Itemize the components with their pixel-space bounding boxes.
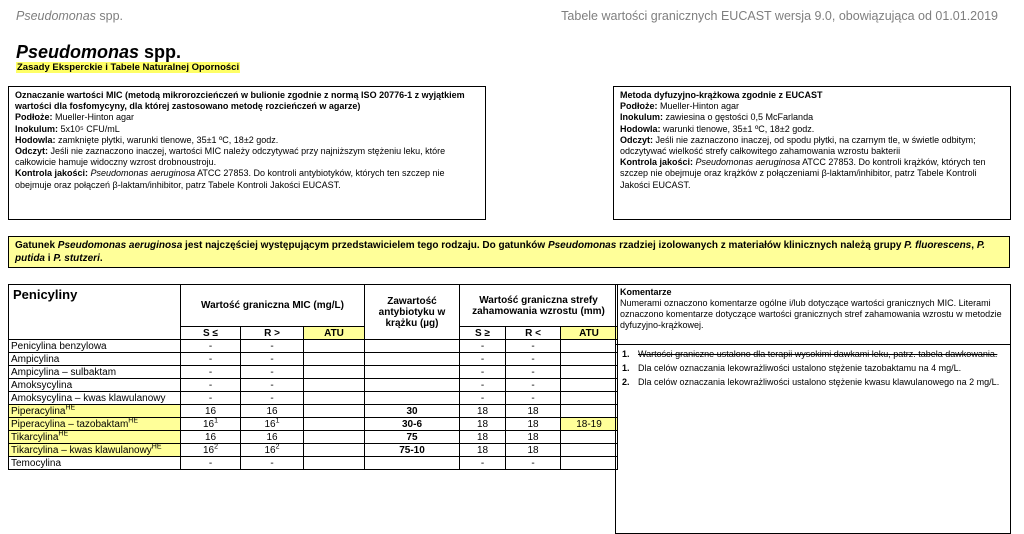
drug-name: Ampicylina	[9, 353, 181, 366]
mic-atu-value	[304, 457, 365, 470]
mic-heading: Oznaczanie wartości MIC (metodą mikrorozcieńczeń w bulionie zgodnie z normą ISO 20776-1 z wyjątkiem wartości dla fosfomycyny, dla której zastosowano metodę rozcieńczeń w agarze)	[15, 90, 465, 112]
table-row	[9, 353, 618, 366]
mic-r-value: -	[241, 353, 304, 366]
comment-number: 1.	[622, 349, 630, 359]
disk-qc-label: Kontrola jakości:	[620, 157, 694, 168]
zone-s-value: -	[460, 457, 506, 470]
comment-item	[622, 377, 1004, 388]
mic-atu-value	[304, 379, 365, 392]
zone-atu-value	[561, 457, 618, 470]
zone-s-value: -	[460, 366, 506, 379]
disk-content-value	[365, 366, 460, 379]
mic-s-value: $16^2$	[181, 444, 241, 457]
mic-method-box	[8, 86, 486, 220]
title-suffix: spp.	[139, 42, 182, 62]
mic-s-value: -	[181, 353, 241, 366]
table-row	[9, 392, 618, 405]
zone-s-value: 18	[460, 431, 506, 444]
comments-panel	[615, 284, 1011, 534]
zone-r-value: 18	[506, 418, 561, 431]
table-row	[9, 444, 618, 457]
zone-r-value: -	[506, 340, 561, 353]
table-row	[9, 405, 618, 418]
zone-r-value: -	[506, 366, 561, 379]
disk-qc-rest: ATCC 27853. Do kontroli krążków, których ten szczep nie obejmuje oraz krążków z połączeniami β-laktam/inhibitor, patrz Tabele Kontroli Jakości EUCAST.	[620, 157, 986, 190]
table-row	[9, 457, 618, 470]
footnote-marker: HE	[58, 430, 69, 438]
zone-s-value: -	[460, 340, 506, 353]
zone-atu-value	[561, 392, 618, 405]
table-row	[9, 340, 618, 353]
comment-item	[622, 363, 1004, 374]
zone-s-value: 18	[460, 405, 506, 418]
mic-r-value: -	[241, 457, 304, 470]
comments-list	[616, 345, 1010, 395]
disk-content-value	[365, 353, 460, 366]
zone-atu-value	[561, 353, 618, 366]
genus-text: Gatunek	[15, 240, 58, 251]
disk-inoculum: zawiesina o gęstości 0,5 McFarlanda	[663, 112, 814, 123]
mic-s-value: 16	[181, 405, 241, 418]
zone-atu-value	[561, 444, 618, 457]
footnote-marker: 1	[275, 417, 280, 425]
mic-atu-value	[304, 405, 365, 418]
footnote-marker: 1	[214, 417, 219, 425]
genus-text: ,	[971, 240, 977, 251]
disk-medium-label: Podłoże:	[620, 101, 658, 112]
genus-text: rzadziej izolowanych z materiałów klinicznych należą grupy	[616, 240, 905, 251]
zone-r-header: R <	[506, 327, 561, 340]
drug-name: Piperacylina – tazobaktam$^{HE}$	[9, 418, 181, 431]
mic-s-value: $16^1$	[181, 418, 241, 431]
mic-r-value: 16	[241, 431, 304, 444]
mic-reading-label: Odczyt:	[15, 146, 49, 157]
disk-content-value	[365, 457, 460, 470]
disk-content-value	[365, 379, 460, 392]
zone-s-value: 18	[460, 418, 506, 431]
comment-number: 1.	[622, 363, 630, 373]
disk-content-header: Zawartość antybiotyku w krążku (µg)	[365, 285, 460, 340]
genus-species: Pseudomonas	[547, 240, 617, 251]
title-genus: Pseudomonas	[16, 42, 140, 62]
zone-atu-value	[561, 405, 618, 418]
zone-atu-value	[561, 340, 618, 353]
mic-r-value: 16	[241, 405, 304, 418]
mic-inoculum-label: Inokulum:	[15, 123, 58, 134]
mic-header: Wartość graniczna MIC (mg/L)	[181, 285, 365, 327]
mic-qc-rest: ATCC 27853. Do kontroli antybiotyków, których ten szczep nie obejmuje oraz połączeń β-laktam/inhibitor, patrz Tabele Kontroli Jakości EUCAST.	[15, 168, 445, 190]
mic-qc-label: Kontrola jakości:	[15, 168, 89, 179]
disk-heading: Metoda dyfuzyjno-krążkowa zgodnie z EUCAST	[620, 90, 823, 100]
mic-r-header: R >	[241, 327, 304, 340]
drug-name: Tikarcylina$^{HE}$	[9, 431, 181, 444]
table-row	[9, 379, 618, 392]
disk-content-value	[365, 392, 460, 405]
footnote-marker: HE	[128, 417, 139, 425]
drug-name: Amoksycylina – kwas klawulanowy	[9, 392, 181, 405]
comments-header	[616, 285, 1010, 345]
mic-qc-organism: Pseudomonas aeruginosa	[88, 168, 196, 179]
mic-atu-value	[304, 444, 365, 457]
mic-s-value: -	[181, 392, 241, 405]
drug-name: Amoksycylina	[9, 379, 181, 392]
page-subtitle: Zasady Eksperckie i Tabele Naturalnej Oporności	[17, 62, 240, 73]
genus-species: P. fluorescens	[904, 240, 972, 251]
page-title	[16, 42, 181, 63]
zone-atu-value	[561, 431, 618, 444]
disk-inoculum-label: Inokulum:	[620, 112, 663, 123]
mic-s-header: S ≤	[181, 327, 241, 340]
mic-reading: Jeśli nie zaznaczono inaczej, wartości MIC należy odczytywać przy najniższym stężeniu leku, które całkowicie hamuje widoczny wzrost drobnoustroju.	[15, 146, 446, 168]
genus-text: jest najczęściej występującym przedstawicielem tego rodzaju. Do gatunków	[182, 240, 548, 251]
zone-r-value: 18	[506, 405, 561, 418]
mic-r-value: -	[241, 366, 304, 379]
running-header-right: Tabele wartości granicznych EUCAST wersja 9.0, obowiązująca od 01.01.2019	[561, 9, 998, 23]
mic-incubation: zamknięte płytki, warunki tlenowe, 35±1 ºC, 18±2 godz.	[55, 134, 279, 145]
genus-species: P. stutzeri	[53, 253, 100, 264]
zone-s-value: -	[460, 379, 506, 392]
drug-name: Piperacylina$^{HE}$	[9, 405, 181, 418]
mic-atu-value	[304, 392, 365, 405]
genus-text: .	[99, 253, 103, 264]
disk-method-box	[613, 86, 1011, 220]
footnote-marker: 2	[275, 443, 280, 451]
disk-reading: Jeśli nie zaznaczono inaczej, od spodu płytki, na czarnym tle, w świetle odbitym; odczytywać wielkość strefy całkowitego zahamowania wzrostu bakterii	[620, 134, 976, 157]
zone-r-value: -	[506, 457, 561, 470]
comment-text: Dla celów oznaczania lekowrażliwości ustalono stężenie tazobaktamu na 4 mg/L.	[638, 363, 962, 373]
zone-atu-value	[561, 379, 618, 392]
zone-atu-header: ATU	[561, 327, 618, 340]
disk-content-value: 30	[365, 405, 460, 418]
breakpoint-table	[8, 284, 618, 470]
mic-s-value: -	[181, 366, 241, 379]
header-genus: Pseudomonas	[16, 9, 96, 23]
mic-r-value: $16^2$	[241, 444, 304, 457]
disk-qc-organism: Pseudomonas aeruginosa	[693, 157, 801, 168]
mic-incubation-label: Hodowla:	[15, 134, 56, 145]
zone-r-value: 18	[506, 431, 561, 444]
disk-incubation-label: Hodowla:	[620, 123, 661, 134]
header-genus-suffix: spp.	[95, 9, 124, 23]
disk-incubation: warunki tlenowe, 35±1 ºC, 18±2 godz.	[660, 123, 815, 134]
mic-r-value: $16^1$	[241, 418, 304, 431]
mic-medium-label: Podłoże:	[15, 112, 53, 123]
mic-atu-header: ATU	[304, 327, 365, 340]
drug-name: Tikarcylina – kwas klawulanowy$^{HE}$	[9, 444, 181, 457]
mic-r-value: -	[241, 340, 304, 353]
mic-r-value: -	[241, 392, 304, 405]
comments-title: Komentarze	[620, 287, 672, 297]
comments-intro: Numerami oznaczono komentarze ogólne i/lub dotyczące wartości granicznych MIC. Literami oznaczono komentarze dotyczące wartości granicznych stref zahamowania wzrostu w metodzie dyfuzyjno-krążkowej.	[620, 298, 1002, 330]
zone-atu-value	[561, 366, 618, 379]
genus-species: Pseudomonas aeruginosa	[57, 240, 183, 251]
genus-text: i	[45, 253, 54, 264]
disk-content-value: 75-10	[365, 444, 460, 457]
table-row	[9, 431, 618, 444]
drug-name: Temocylina	[9, 457, 181, 470]
mic-s-value: -	[181, 379, 241, 392]
footnote-marker: HE	[65, 404, 76, 412]
zone-s-value: 18	[460, 444, 506, 457]
mic-atu-value	[304, 418, 365, 431]
drug-name: Ampicylina – sulbaktam	[9, 366, 181, 379]
mic-atu-value	[304, 431, 365, 444]
mic-r-value: -	[241, 379, 304, 392]
disk-content-value: 75	[365, 431, 460, 444]
table-row	[9, 366, 618, 379]
zone-s-value: -	[460, 353, 506, 366]
genus-species: P. putida	[15, 240, 985, 264]
disk-content-value: 30-6	[365, 418, 460, 431]
zone-r-value: 18	[506, 444, 561, 457]
disk-medium: Mueller-Hinton agar	[657, 101, 740, 112]
zone-header: Wartość graniczna strefy zahamowania wzrostu (mm)	[460, 285, 618, 327]
footnote-marker: 2	[214, 443, 219, 451]
footnote-marker: HE	[151, 443, 162, 451]
comment-text: Dla celów oznaczania lekowrażliwości ustalono stężenie kwasu klawulanowego na 2 mg/L.	[638, 377, 1000, 387]
drug-name: Penicylina benzylowa	[9, 340, 181, 353]
disk-content-value	[365, 340, 460, 353]
running-header-left	[16, 9, 123, 23]
disk-reading-label: Odczyt:	[620, 134, 654, 145]
mic-inoculum: 5x10⁵ CFU/mL	[58, 123, 120, 134]
zone-r-value: -	[506, 392, 561, 405]
comment-item	[622, 349, 1004, 360]
zone-r-value: -	[506, 379, 561, 392]
mic-s-value: -	[181, 340, 241, 353]
genus-note	[8, 236, 1010, 268]
zone-s-header: S ≥	[460, 327, 506, 340]
zone-s-value: -	[460, 392, 506, 405]
mic-atu-value	[304, 340, 365, 353]
comment-text: Wartości graniczne ustalono dla terapii wysokimi dawkami leku, patrz. tabela dawkowania.	[638, 349, 998, 359]
group-heading: Penicyliny	[9, 285, 181, 340]
mic-atu-value	[304, 353, 365, 366]
mic-s-value: -	[181, 457, 241, 470]
zone-atu-value: 18-19	[561, 418, 618, 431]
table-row	[9, 418, 618, 431]
mic-s-value: 16	[181, 431, 241, 444]
mic-atu-value	[304, 366, 365, 379]
zone-r-value: -	[506, 353, 561, 366]
comment-number: 2.	[622, 377, 630, 387]
mic-medium: Mueller-Hinton agar	[52, 112, 135, 123]
